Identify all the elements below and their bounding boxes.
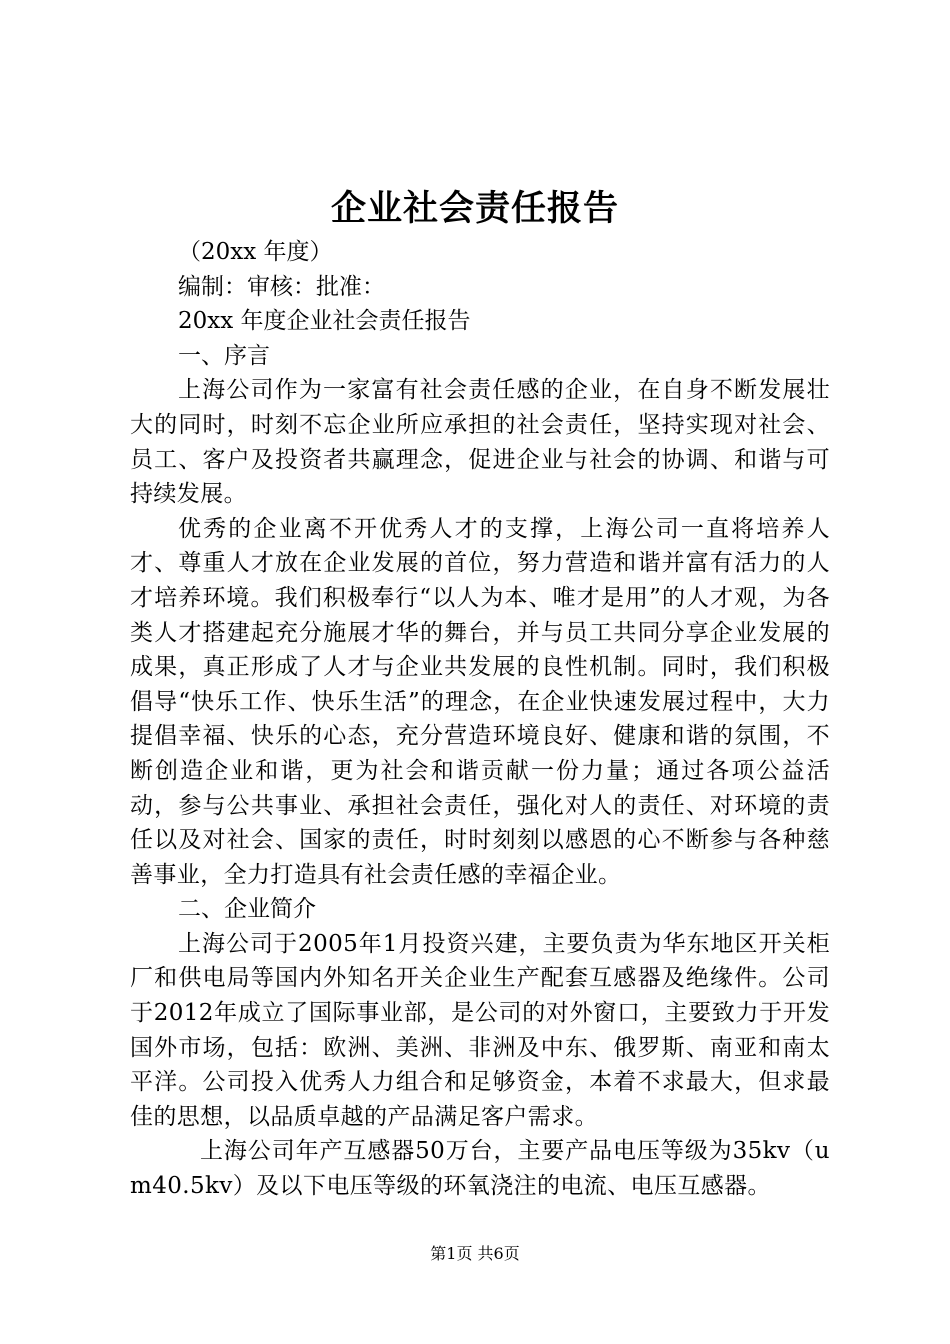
section2-paragraph-1: 上海公司于2005年1月投资兴建，主要负责为华东地区开关柜厂和供电局等国内外知名开关企业生产配套互感器及绝缘件。公司于2012年成立了国际事业部，是公司的对外窗口，主要致力于开发国外市场，包括：欧洲、美洲、非洲及中东、俄罗斯、南亚和南太平洋。公司投入优秀人力组合和足够资金，本着不求最大，但求最佳的思想，以品质卓越的产品满足客户需求。 [130,930,830,1130]
section2-heading: 二、企业简介 [178,896,316,923]
section1-heading: 一、序言 [178,342,270,369]
page-footer: 第1页 共6页 [430,1244,520,1263]
year-line: （20xx 年度） [178,239,333,265]
section1-paragraph-1: 上海公司作为一家富有社会责任感的企业，在自身不断发展壮大的同时，时刻不忘企业所应承担的社会责任，坚持实现对社会、员工、客户及投资者共赢理念，促进企业与社会的协调、和谐与可持续发展。 [130,377,830,508]
section2-paragraph-2: 上海公司年产互感器50万台，主要产品电压等级为35kv（um40.5kv）及以下电压等级的环氧浇注的电流、电压互感器。 [130,1138,830,1200]
document-body [130,235,830,1204]
section1-paragraph-2: 优秀的企业离不开优秀人才的支撑，上海公司一直将培养人才、尊重人才放在企业发展的首位，努力营造和谐并富有活力的人才培养环境。我们积极奉行“以人为本、唯才是用”的人才观，为各类人才搭建起充分施展才华的舞台，并与员工共同分享企业发展的成果，真正形成了人才与企业共发展的良性机制。同时，我们积极倡导“快乐工作、快乐生活”的理念，在企业快速发展过程中，大力提倡幸福、快乐的心态，充分营造环境良好、健康和谐的氛围，不断创造企业和谐，更为社会和谐贡献一份力量；通过各项公益活动，参与公共事业、承担社会责任，强化对人的责任、对环境的责任以及对社会、国家的责任，时时刻刻以感恩的心不断参与各种慈善事业，全力打造具有社会责任感的幸福企业。 [130,515,830,888]
document-title: 企业社会责任报告 [330,188,619,229]
approval-line: 编制：审核：批准： [178,273,385,300]
report-title-line: 20xx 年度企业社会责任报告 [178,308,471,335]
